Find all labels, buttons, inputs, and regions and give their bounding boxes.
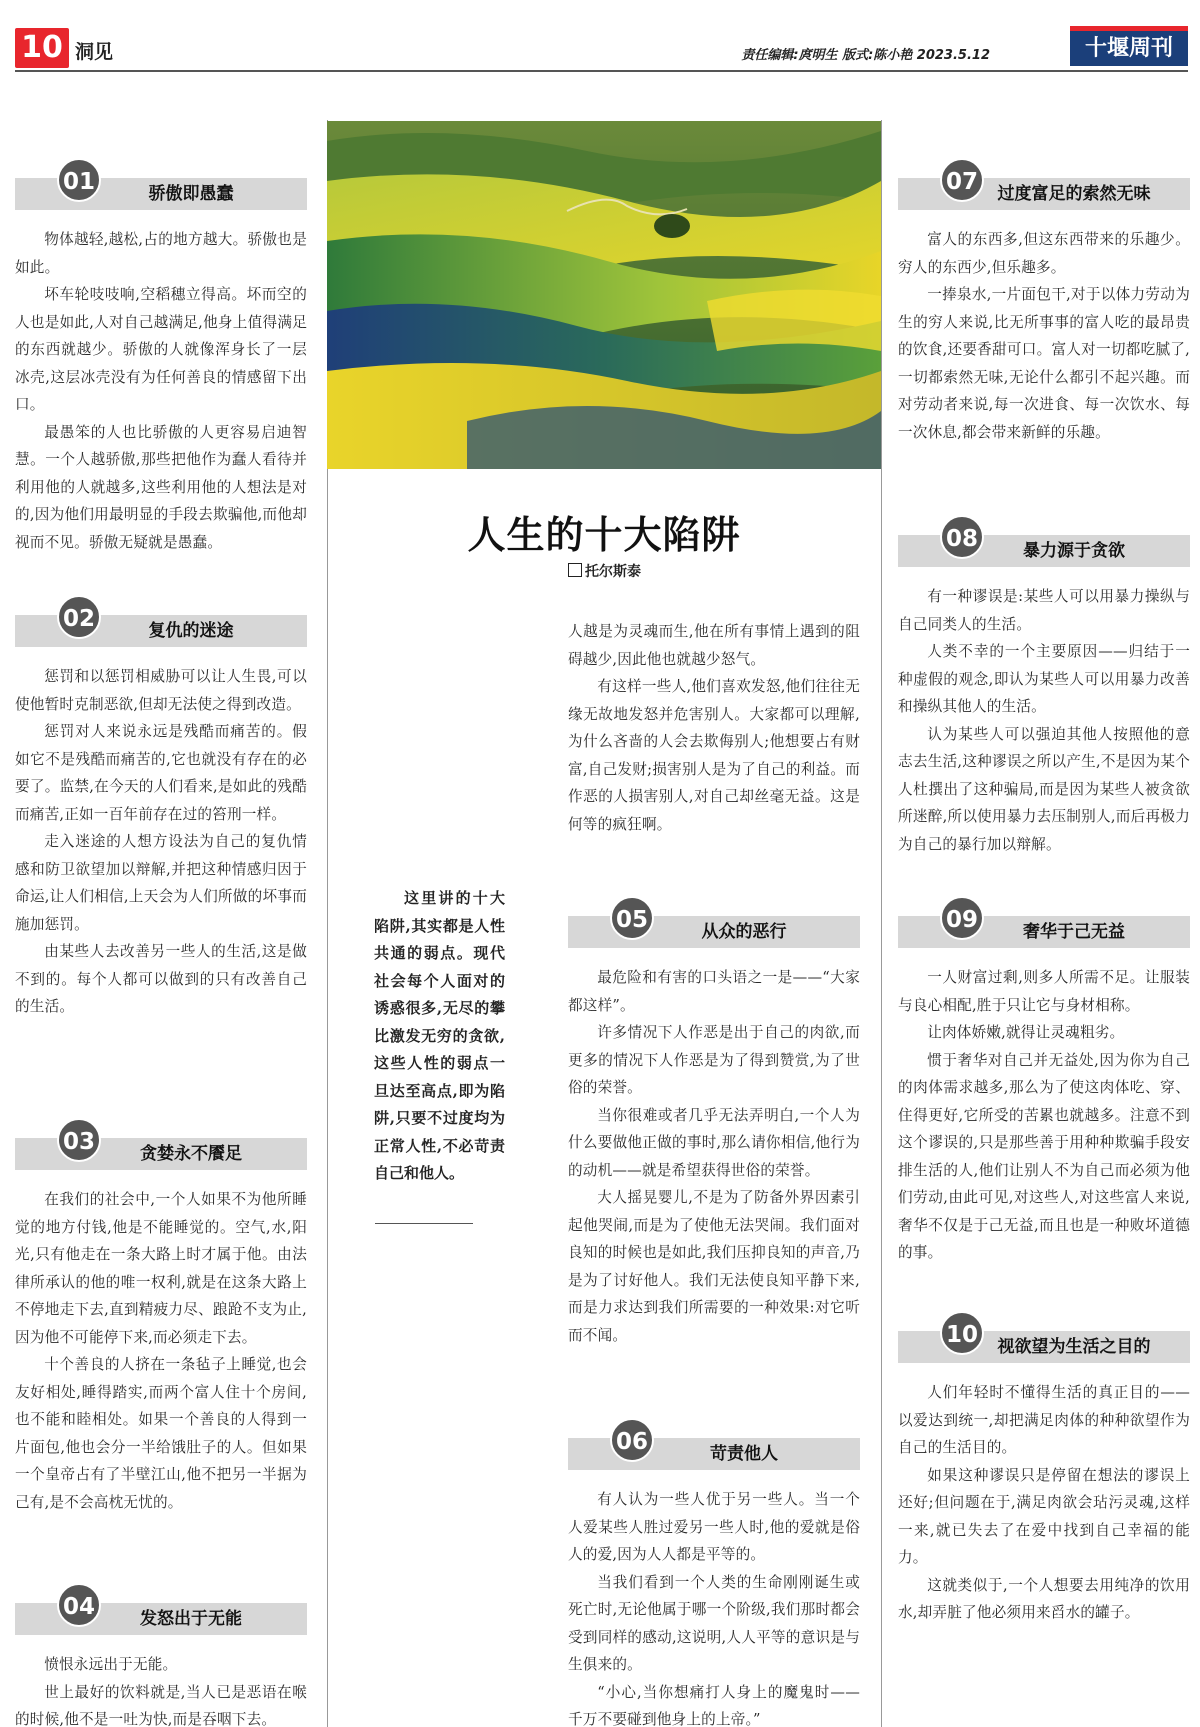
section-number-badge: 04: [57, 1583, 101, 1627]
paragraph: 世上最好的饮料就是,当人已是恶语在喉的时候,他不是一吐为快,而是吞咽下去。: [15, 1683, 307, 1727]
section-name: 洞见: [75, 41, 114, 63]
section-heading: [898, 907, 1190, 948]
paragraph: 人类不幸的一个主要原因——归结于一种虚假的观念,即认为某些人可以用暴力改善和操纵其他人的生活。: [898, 643, 1190, 715]
section-title: 奢华于己无益: [1023, 922, 1125, 942]
column-divider-right: [881, 120, 882, 1727]
paragraph: 最危险和有害的口头语之一是——“大家都这样”。: [568, 969, 860, 1014]
section-title: 从众的恶行: [701, 922, 787, 942]
paragraph: “小心,当你想痛打人身上的魔鬼时——千万不要碰到他身上的上帝。”: [568, 1683, 860, 1727]
article-author: 托尔斯泰: [568, 562, 641, 582]
paragraph: 惯于奢华对自己并无益处,因为你为自己的肉体需求越多,那么为了使这肉体吃、穿、住得更好,它所受的苦累也就越多。注意不到这个谬误的,只是那些善于用种种欺骗手段安排生活的人,他们让别人不为自己而必须为他们劳动,由此可见,对这些人,对这些富人来说,奢华不仅是于己无益,而且也是一种败坏道德的事。: [898, 1051, 1190, 1261]
intro-continuation: [568, 618, 860, 838]
pull-quote-text: 这里讲的十大陷阱,其实都是人性共通的弱点。现代社会每个人面对的诱惑很多,无尽的攀比激发无穷的贪欲,这些人性的弱点一旦达至高点,即为陷阱,只要不过度均为正常人性,不必苛责自己和他人。: [374, 889, 505, 1182]
section-number-badge: 08: [940, 515, 984, 559]
paragraph: 惩罚和以惩罚相威胁可以让人生畏,可以使他暂时克制恶欲,但却无法使之得到改造。: [15, 668, 307, 713]
section-04: [15, 1585, 307, 1727]
section-02: [15, 597, 307, 1021]
section-03: [15, 1120, 307, 1516]
paragraph: 一人财富过剩,则多人所需不足。让服装与良心相配,胜于只让它与身材相称。: [898, 969, 1190, 1014]
editor-credits: 责任编辑:庹明生 版式:陈小艳 2023.5.12: [741, 48, 990, 63]
paragraph: 许多情况下人作恶是出于自己的肉欲,而更多的情况下人作恶是为了得到赞赏,为了世俗的荣誉。: [568, 1024, 860, 1096]
paragraph: 让肉体娇嫩,就得让灵魂粗劣。: [927, 1024, 1125, 1041]
page-number: 10: [15, 28, 69, 68]
intro-paragraph: 人越是为灵魂而生,他在所有事情上遇到的阻碍越少,因此他也就越少怒气。: [568, 623, 860, 668]
section-heading: [15, 1594, 307, 1635]
section-number-badge: 03: [57, 1118, 101, 1162]
paragraph: 当我们看到一个人类的生命刚刚诞生或死亡时,无论他属于哪一个阶级,我们那时都会受到同样的感动,这说明,人人平等的意识是与生俱来的。: [568, 1573, 860, 1673]
section-heading: [15, 1129, 307, 1170]
paragraph: 坏车轮吱吱响,空稻穗立得高。坏而空的人也是如此,人对自己越满足,他身上值得满足的东西就越少。骄傲的人就像浑身长了一层冰壳,这层冰壳没有为任何善良的情感留下出口。: [15, 286, 307, 413]
section-heading: [15, 606, 307, 647]
paragraph: 十个善良的人挤在一条毡子上睡觉,也会友好相处,睡得踏实,而两个富人住十个房间,也不能和睦相处。如果一个善良的人得到一片面包,他也会分一半给饿肚子的人。但如果一个皇帝占有了半壁江山,他不把另一半据为己有,是不会高枕无忧的。: [15, 1356, 307, 1511]
section-heading: [15, 169, 307, 210]
section-10: [898, 1313, 1190, 1627]
hero-photo: [327, 121, 881, 469]
paragraph: 有人认为一些人优于另一些人。当一个人爱某些人胜过爱另一些人时,他的爱就是俗人的爱,因为人人都是平等的。: [568, 1491, 860, 1563]
section-heading: [568, 1429, 860, 1470]
pull-quote-rule: [375, 1223, 473, 1224]
section-number-badge: 07: [940, 158, 984, 202]
paragraph: 物体越轻,越松,占的地方越大。骄傲也是如此。: [15, 231, 307, 276]
paragraph: 有一种谬误是:某些人可以用暴力操纵与自己同类人的生活。: [898, 588, 1190, 633]
paragraph: 由某些人去改善另一些人的生活,这是做不到的。每个人都可以做到的只有改善自己的生活。: [15, 943, 307, 1015]
section-07: [898, 160, 1190, 446]
section-number-badge: 05: [610, 896, 654, 940]
section-number-badge: 06: [610, 1418, 654, 1462]
section-number-badge: 02: [57, 595, 101, 639]
paragraph: 一捧泉水,一片面包干,对于以体力劳动为生的穷人来说,比无所事事的富人吃的最昂贵的饮食,还要香甜可口。富人对一切都吃腻了,一切都索然无味,无论什么都引不起兴趣。而对劳动者来说,每一次进食、每一次饮水、每一次休息,都会带来新鲜的乐趣。: [898, 286, 1190, 441]
section-title: 暴力源于贪欲: [1023, 541, 1125, 561]
pull-quote: [374, 885, 505, 1188]
section-title: 过度富足的索然无味: [997, 184, 1151, 204]
paragraph: 人们年轻时不懂得生活的真正目的——以爱达到统一,却把满足肉体的种种欲望作为自己的生活目的。: [898, 1384, 1190, 1456]
paragraph: 惩罚对人来说永远是残酷而痛苦的。假如它不是残酷而痛苦的,它也就没有存在的必要了。监禁,在今天的人们看来,是如此的残酷而痛苦,正如一百年前存在过的笞刑一样。: [15, 723, 307, 823]
paragraph: 愤恨永远出于无能。: [44, 1656, 178, 1673]
paragraph: 最愚笨的人也比骄傲的人更容易启迪智慧。一个人越骄傲,那些把他作为蠢人看待并利用他的人就越多,这些利用他的人想法是对的,因为他们用最明显的手段去欺骗他,而他却视而不见。骄傲无疑就是愚蠢。: [15, 423, 307, 551]
section-heading: [568, 907, 860, 948]
section-title: 贪婪永不餍足: [140, 1144, 242, 1164]
intro-paragraph: 有这样一些人,他们喜欢发怒,他们往往无缘无故地发怒并危害别人。大家都可以理解,为什么吝啬的人会去欺侮别人;他想要占有财富,自己发财;损害别人是为了自己的利益。而作恶的人损害别人,对自己却丝毫无益。这是何等的疯狂啊。: [568, 678, 860, 833]
rolling-hills-image: [327, 121, 881, 469]
newspaper-logo: 十堰周刊: [1070, 26, 1188, 66]
paragraph: 当你很难或者几乎无法弄明白,一个人为什么要做他正做的事时,那么请你相信,他行为的动机——就是希望获得世俗的荣誉。: [568, 1106, 860, 1179]
section-title: 苛责他人: [710, 1444, 778, 1464]
section-title: 发怒出于无能: [140, 1609, 242, 1629]
section-06: [568, 1420, 860, 1727]
paragraph: 在我们的社会中,一个人如果不为他所睡觉的地方付钱,他是不能睡觉的。空气,水,阳光,只有他走在一条大路上时才属于他。由法律所承认的他的唯一权利,就是在这条大路上不停地走下去,直到精疲力尽、踉跄不支为止,因为他不可能停下来,而必须走下去。: [15, 1191, 307, 1346]
paragraph: 走入迷途的人想方设法为自己的复仇情感和防卫欲望加以辩解,并把这种情感归因于命运,让人们相信,上天会为人们所做的坏事而施加惩罚。: [15, 833, 307, 933]
article-title: 人生的十大陷阱: [467, 512, 741, 557]
section-heading: [898, 526, 1190, 567]
paragraph: 如果这种谬误只是停留在想法的谬误上还好;但问题在于,满足肉欲会玷污灵魂,这样一来,就已失去了在爱中找到自己幸福的能力。: [898, 1466, 1190, 1566]
section-08: [898, 517, 1190, 858]
paragraph: 认为某些人可以强迫其他人按照他的意志去生活,这种谬误之所以产生,不是因为某个人杜撰出了这种骗局,而是因为某些人被贪欲所迷醉,所以使用暴力去压制别人,而后再极力为自己的暴行加以辩解。: [898, 725, 1190, 853]
section-number-badge: 10: [940, 1311, 984, 1355]
paragraph: 大人摇晃婴儿,不是为了防备外界因素引起他哭闹,而是为了使他无法哭闹。我们面对良知的时候也是如此,我们压抑良知的声音,乃是为了讨好他人。我们无法使良知平静下来,而是力求达到我们所需要的一种效果:对它听而不闻。: [568, 1189, 860, 1344]
section-title: 视欲望为生活之目的: [997, 1337, 1151, 1357]
header-rule: [15, 70, 1188, 72]
section-title: 骄傲即愚蠢: [148, 184, 234, 204]
section-heading: [898, 1322, 1190, 1363]
section-heading: [898, 169, 1190, 210]
paragraph: 富人的东西多,但这东西带来的乐趣少。穷人的东西少,但乐趣多。: [898, 231, 1190, 276]
section-05: [568, 898, 860, 1349]
paragraph: 这就类似于,一个人想要去用纯净的饮用水,却弄脏了他必须用来舀水的罐子。: [898, 1576, 1190, 1621]
section-number-badge: 09: [940, 896, 984, 940]
section-01: [15, 160, 307, 556]
section-09: [898, 898, 1190, 1267]
section-title: 复仇的迷途: [148, 621, 234, 641]
section-number-badge: 01: [57, 158, 101, 202]
